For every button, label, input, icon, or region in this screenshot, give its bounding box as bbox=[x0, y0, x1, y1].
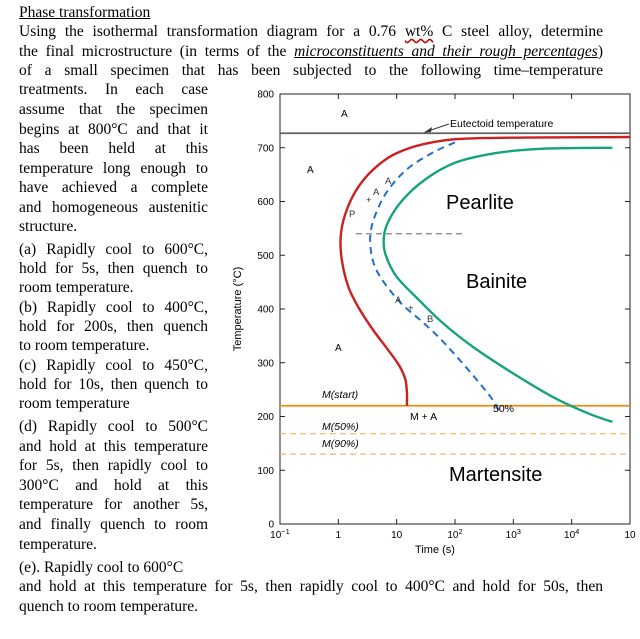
nose-a-label: A bbox=[373, 187, 380, 198]
plot-frame bbox=[280, 94, 630, 524]
martensite-label: Martensite bbox=[449, 464, 543, 486]
m-90-label: M(90%) bbox=[322, 438, 359, 450]
intro-line-2 bbox=[19, 42, 603, 62]
intro-1b: wt% bbox=[404, 23, 434, 40]
part-c-2: hold for 10s, then quench to bbox=[19, 376, 208, 393]
x-tick-label: $10^3$ bbox=[505, 527, 521, 541]
page-title: Phase transformation bbox=[19, 4, 151, 21]
part-c-1: (c) Rapidly cool to 450°C, bbox=[19, 357, 208, 374]
intro-line-4: treatments. In each case bbox=[19, 81, 208, 98]
intro-1c: C steel alloy, determine bbox=[433, 23, 604, 40]
y-tick-label: 700 bbox=[257, 143, 274, 155]
x-tick-label: 10 bbox=[624, 530, 636, 541]
part-a-1: (a) Rapidly cool to 600°C, bbox=[19, 241, 208, 258]
austenite-label-top: A bbox=[341, 109, 348, 120]
nose-a-top-label: A bbox=[385, 176, 392, 187]
bainite-plus-label: + bbox=[408, 303, 414, 314]
left-2: begins at 800°C and that it bbox=[19, 121, 208, 138]
austenite-label-left: A bbox=[307, 165, 314, 176]
intro-2c: ) bbox=[597, 43, 603, 60]
part-b-1: (b) Rapidly cool to 400°C, bbox=[19, 299, 208, 316]
part-a-3: room temperature. bbox=[19, 279, 134, 296]
x-axis-label: Time (s) bbox=[415, 544, 455, 556]
intro-2a: the final microstructure (in terms of the bbox=[19, 43, 295, 60]
y-tick-label: 200 bbox=[257, 412, 274, 423]
y-tick-label: 400 bbox=[257, 304, 274, 316]
tick-layer bbox=[257, 90, 636, 542]
y-tick-label: 100 bbox=[257, 465, 274, 477]
part-b-2: hold for 200s, then quench bbox=[19, 318, 208, 335]
eutectoid-label: Eutectoid temperature bbox=[450, 118, 554, 130]
part-b-3: to room temperature. bbox=[19, 337, 150, 354]
y-axis-label: Temperature (°C) bbox=[232, 266, 244, 352]
x-tick-label: $10^{-1}$ bbox=[270, 527, 290, 541]
nose-p-label: P bbox=[349, 209, 356, 220]
fifty-percent-label: 50% bbox=[493, 403, 515, 415]
x-tick-label: $10^4$ bbox=[564, 527, 580, 541]
left-1: assume that the specimen bbox=[19, 101, 208, 118]
y-tick-label: 500 bbox=[257, 250, 274, 262]
left-6: and homogeneous austenitic bbox=[19, 199, 208, 216]
part-e-1: (e). Rapidly cool to 600°C bbox=[19, 559, 184, 576]
part-d-3: for 5s, then rapidly cool to bbox=[19, 457, 208, 474]
intro-2b: microconstituents and their rough percentages bbox=[294, 43, 598, 60]
austenite-label-low: A bbox=[335, 343, 342, 354]
horizontal-lines bbox=[280, 133, 630, 454]
left-5: have achieved a complete bbox=[19, 179, 208, 196]
pearlite-label: Pearlite bbox=[446, 192, 514, 214]
nose-plus-label: + bbox=[366, 195, 372, 206]
left-4: temperature long enough to bbox=[19, 160, 208, 177]
x-tick-label: 1 bbox=[335, 530, 342, 541]
eutectoid-arrowhead bbox=[424, 127, 432, 133]
part-e-3: quench to room temperature. bbox=[19, 598, 199, 615]
isothermal-transformation-diagram bbox=[225, 86, 640, 558]
part-d-4: 300°C and hold at this bbox=[19, 477, 208, 494]
left-3: has been held at this bbox=[19, 140, 208, 157]
part-e-2: and hold at this temperature for 5s, then rapidly cool to 400°C and hold for 50s, then bbox=[19, 578, 603, 595]
x-tick-label: 10 bbox=[391, 530, 403, 541]
part-a-2: hold for 5s, then quench to bbox=[19, 260, 208, 277]
part-d-5: temperature for another 5s, bbox=[19, 496, 208, 513]
intro-line-1 bbox=[19, 22, 603, 42]
x-tick-label: $10^2$ bbox=[447, 527, 463, 541]
m-plus-a-label: M + A bbox=[410, 411, 438, 423]
bainite-label: Bainite bbox=[466, 271, 528, 293]
y-tick-label: 0 bbox=[268, 519, 274, 531]
bainite-b-label: B bbox=[427, 314, 434, 325]
part-d-6: and finally quench to room bbox=[19, 516, 208, 533]
left-7: structure. bbox=[19, 218, 78, 235]
m-50-label: M(50%) bbox=[322, 421, 359, 433]
part-d-7: temperature. bbox=[19, 536, 97, 553]
part-c-3: room temperature bbox=[19, 395, 130, 412]
bainite-a-label: A bbox=[395, 295, 402, 306]
intro-1a: Using the isothermal transformation diagram for a 0.76 bbox=[19, 23, 405, 40]
y-tick-label: 600 bbox=[257, 197, 274, 208]
y-tick-label: 800 bbox=[257, 89, 274, 101]
m-start-label: M(start) bbox=[322, 389, 359, 401]
part-d-2: and hold at this temperature bbox=[19, 438, 208, 455]
intro-line-3: of a small specimen that has been subjected to the following time–temperature bbox=[19, 62, 603, 79]
y-tick-label: 300 bbox=[257, 358, 274, 370]
part-d-1: (d) Rapidly cool to 500°C bbox=[19, 418, 208, 435]
